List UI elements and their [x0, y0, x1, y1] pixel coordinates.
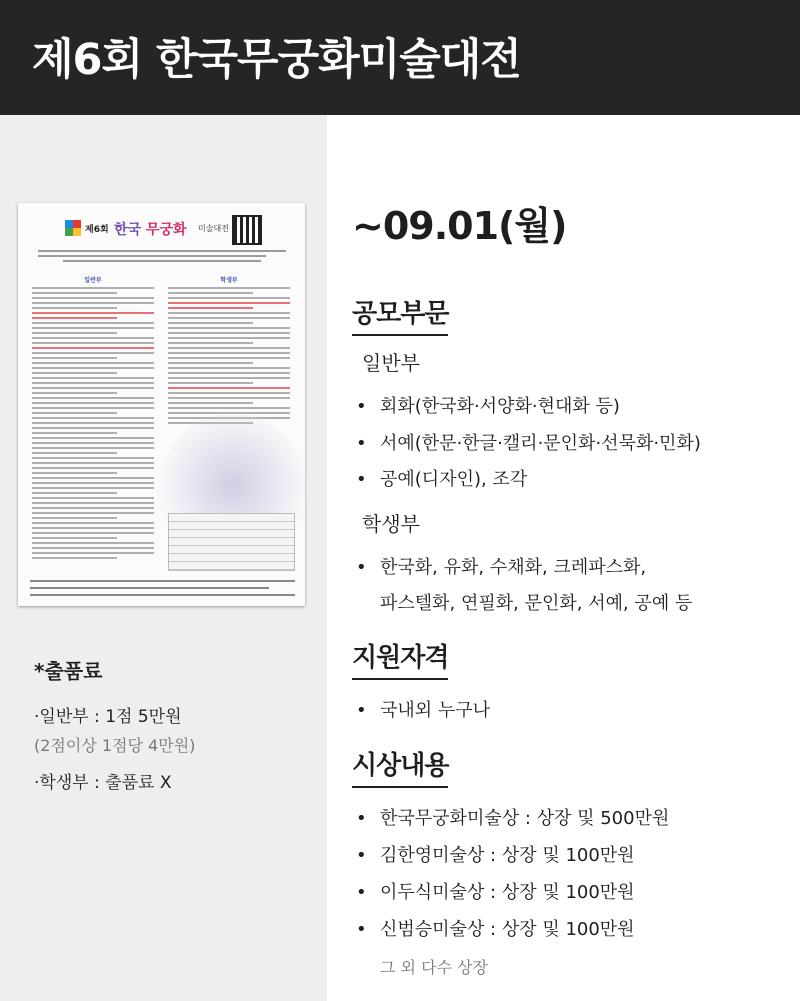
entry-fee-title: *출품료 — [34, 659, 103, 683]
list-item: • 국내외 누구나 — [356, 696, 490, 722]
eligibility-heading: 지원자격 — [352, 637, 448, 680]
poster-edition: 제6회 — [85, 225, 109, 235]
list-item-continued: 파스텔화, 연필화, 문인화, 서예, 공예 등 — [380, 593, 693, 614]
left-panel — [0, 115, 327, 1001]
poster-logo-icon — [65, 220, 81, 236]
page-title: 제6회 한국무궁화미술대전 — [32, 35, 521, 85]
poster-general-column — [32, 275, 154, 562]
list-item: • 한국무궁화미술상 : 상장 및 500만원 — [356, 804, 669, 830]
general-division-label: 일반부 — [362, 351, 420, 375]
entry-fee-general-note: (2점이상 1점당 4만원) — [34, 736, 196, 755]
deadline-date: ~09.01(월) — [352, 204, 567, 248]
entry-fee-general: ·일반부 : 1점 5만원 — [34, 707, 182, 727]
poster-section-general: 일반부 — [84, 277, 102, 284]
poster-student-column — [168, 275, 290, 427]
categories-heading: 공모부문 — [352, 293, 448, 336]
awards-extra-note: 그 외 다수 상장 — [380, 958, 488, 977]
list-item: • 공예(디자인), 조각 — [356, 465, 527, 491]
qr-code-icon — [232, 215, 262, 245]
poster-subtitle: 미술대전 — [198, 224, 229, 233]
poster-intro-text — [38, 247, 286, 265]
header-bar — [0, 0, 800, 115]
entry-fee-student: ·학생부 : 출품료 X — [34, 773, 172, 793]
poster-footer — [30, 575, 295, 601]
poster-thumbnail[interactable] — [18, 203, 305, 606]
list-item: • 이두식미술상 : 상장 및 100만원 — [356, 878, 635, 904]
poster-title: 한국 무궁화 — [114, 222, 187, 238]
poster-contact-table — [168, 513, 295, 571]
poster-section-student: 학생부 — [220, 277, 238, 284]
list-item: • 서예(한문·한글·캘리·문인화·선묵화·민화) — [356, 429, 701, 455]
entry-fee-section — [34, 655, 314, 801]
list-item: • 김한영미술상 : 상장 및 100만원 — [356, 841, 635, 867]
list-item: • 한국화, 유화, 수채화, 크레파스화, — [356, 553, 646, 579]
student-division-label: 학생부 — [362, 512, 420, 536]
awards-heading: 시상내용 — [352, 745, 448, 788]
list-item: • 신범승미술상 : 상장 및 100만원 — [356, 915, 635, 941]
list-item: • 회화(한국화·서양화·현대화 등) — [356, 392, 620, 418]
